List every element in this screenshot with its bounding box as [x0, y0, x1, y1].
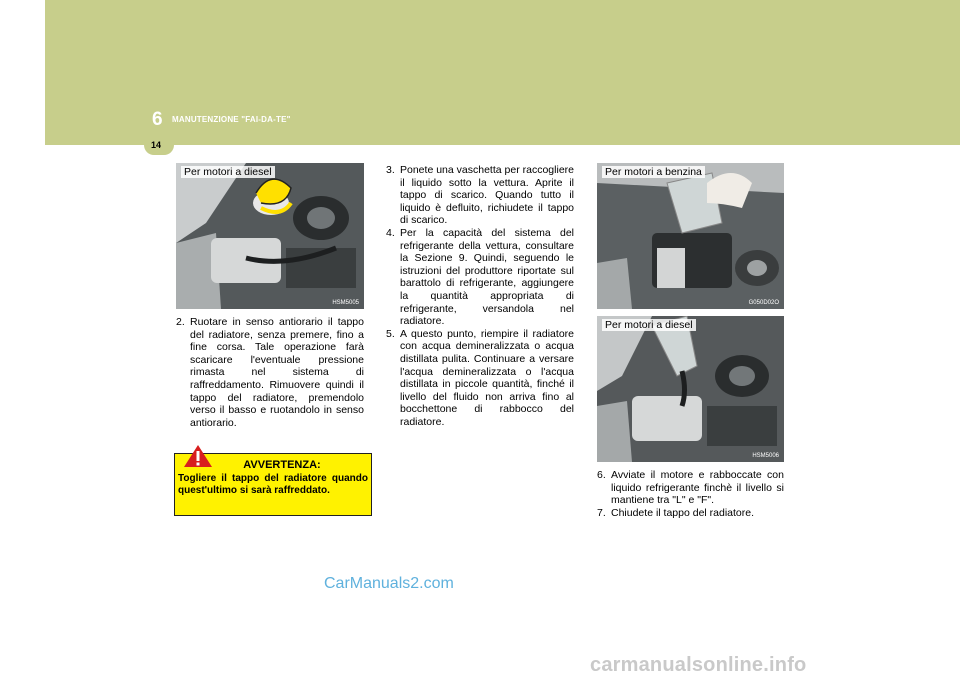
exclamation-icon — [183, 444, 213, 468]
photo-caption: Per motori a diesel — [602, 319, 696, 331]
chapter-number: 6 — [152, 109, 163, 130]
watermark-carmanualsonline[interactable]: carmanualsonline.info — [590, 654, 807, 676]
petrol-engine-photo — [597, 163, 784, 309]
step-7: 7. Chiudete il tappo del radiatore. — [597, 506, 755, 519]
photo-code: HSM5005 — [332, 300, 359, 306]
step-4: 4. Per la capacità del sistema del refrigerante della vettura, consultare la Sezione 9. Quindi, seguendo le istruzioni del produttore riportate sul barattolo di refrigerante, aggiungere la quantità appropriata di refrigerante, versandola nel radiatore. — [386, 226, 574, 328]
step-2: 2. Ruotare in senso antiorario il tappo del radiatore, senza premere, fino a fine corsa. Tale operazione farà scaricare l'eventuale pressione rimasta nel sistema di raffreddamento. Rimuovere quindi il tappo del radiatore, premendolo verso il basso e ruotandolo in senso antiorario. — [176, 316, 364, 429]
warning-text: Togliere il tappo del radiatore quando quest'ultimo si sarà raffreddato. — [178, 473, 368, 496]
photo-caption: Per motori a benzina — [602, 166, 705, 178]
step-6: 6. Avviate il motore e rabboccate con liquido refrigerante finchè il livello si mantiene tra "L" e "F". — [597, 469, 784, 507]
page-number: 14 — [151, 140, 162, 150]
photo-code: HSM5006 — [752, 453, 779, 459]
chapter-title: MANUTENZIONE "FAI-DA-TE" — [172, 115, 291, 124]
watermark-carmanuals2[interactable]: CarManuals2.com — [324, 575, 454, 592]
right-column — [597, 469, 784, 519]
warning-title: AVVERTENZA: — [243, 459, 321, 471]
photo-caption: Per motori a diesel — [181, 166, 275, 178]
diesel-engine-photo-left — [176, 163, 364, 309]
step-5: 5. A questo punto, riempire il radiatore con acqua demineralizzata o acqua distillata pulita. Continuare a versare l'acqua demineralizzata o l'acqua distillata in piccole quantità, finché il livello del fluido non arriva fino al bocchettone di rabbocco del radiatore. — [386, 327, 574, 428]
photo-code: G050D02O — [748, 300, 779, 306]
left-column — [176, 316, 364, 429]
middle-column — [386, 164, 574, 428]
step-3: 3. Ponete una vaschetta per raccogliere il liquido sotto la vettura. Aprite il tappo di scarico. Quando tutto il liquido è defluito, richiudete il tappo di scarico. — [386, 164, 574, 227]
diesel-engine-photo-right — [597, 316, 784, 462]
